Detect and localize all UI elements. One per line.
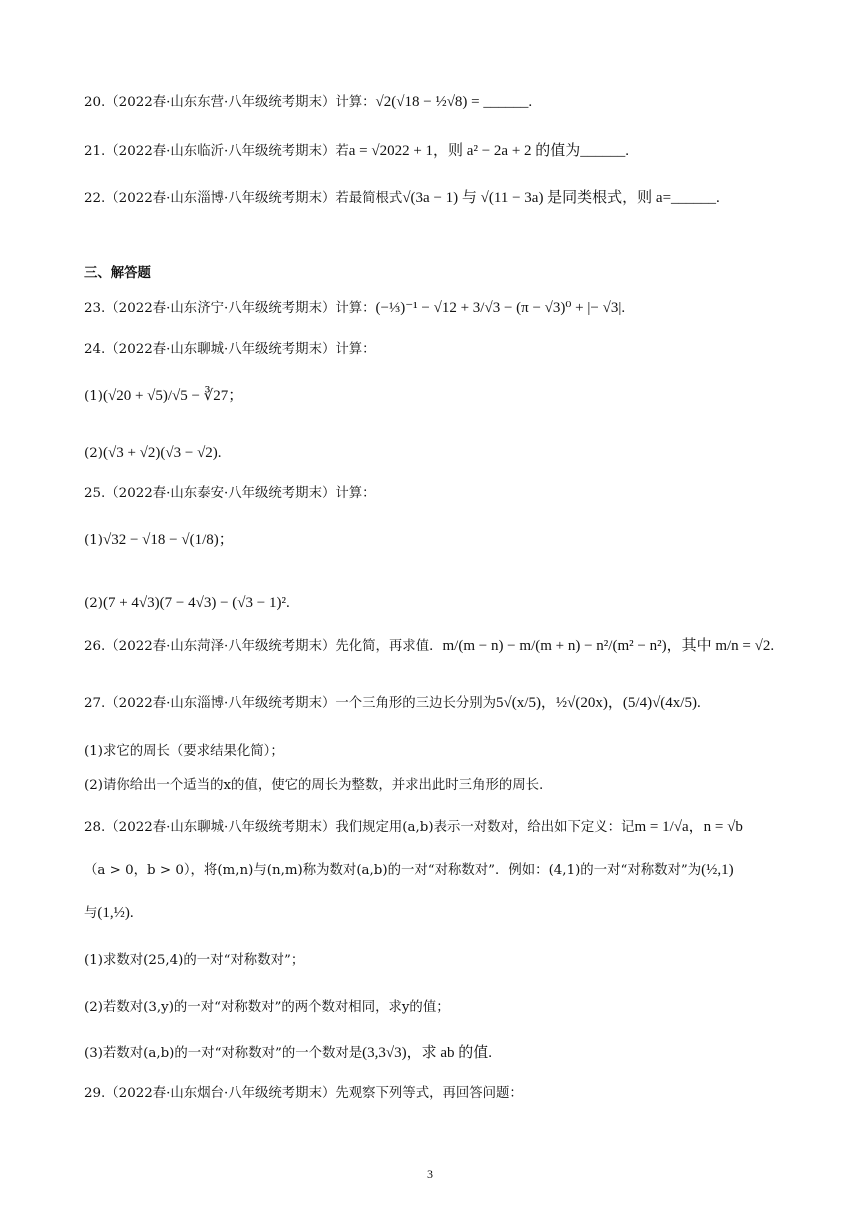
question-text: 28.（2022春·山东聊城·八年级统考期末）我们规定用(a,b)表示一对数对，给出如下定义：记 (84, 820, 635, 835)
question-27-part-1 (84, 742, 284, 762)
math-expression: (√3 + √2)(√3 − √2). (102, 445, 222, 461)
math-expression: 5√(x/5)，½√(20x)，(5/4)√(4x/5). (496, 695, 701, 711)
question-22 (84, 188, 720, 209)
question-28-part-1 (84, 951, 304, 971)
question-21 (84, 141, 629, 162)
section-heading (84, 264, 151, 284)
question-text: 23.（2022春·山东济宁·八年级统考期末）计算： (84, 301, 376, 316)
math-expression: (1,½). (97, 905, 134, 921)
question-text: 29.（2022春·山东烟台·八年级统考期末）先观察下列等式，再回答问题： (84, 1086, 523, 1101)
math-expression: m = 1/√a，n = √b (634, 819, 743, 835)
question-25-part-1 (84, 530, 234, 551)
part-text: (2)请你给出一个适当的x的值，使它的周长为整数，并求出此时三角形的周长. (84, 778, 544, 793)
math-expression: (7 + 4√3)(7 − 4√3) − (√3 − 1)². (102, 595, 290, 611)
math-expression: (√20 + √5)/√5 − ∛27； (102, 388, 244, 404)
question-25 (84, 484, 376, 504)
question-text: 与 (84, 906, 98, 921)
part-label: (2) (84, 596, 103, 611)
question-28 (84, 817, 743, 838)
question-28-part-3 (84, 1043, 492, 1064)
question-text: （a > 0，b > 0），将(m,n)与(n,m)称为数对(a,b)的一对“对称数对”．例如：(4,1)的一对“对称数对”为 (84, 863, 702, 878)
page-number: 3 (427, 1167, 433, 1181)
math-expression: m/(m − n) − m/(m + n) − n²/(m² − n²)，其中 m/n = √2. (442, 638, 775, 654)
question-28-part-2 (84, 998, 450, 1018)
question-text: 27.（2022春·山东淄博·八年级统考期末）一个三角形的三边长分别为 (84, 696, 497, 711)
math-expression: a = √2022 + 1，则 a² − 2a + 2 的值为______. (348, 143, 630, 159)
question-text: 22.（2022春·山东淄博·八年级统考期末）若最简根式 (84, 191, 403, 206)
question-text: 25.（2022春·山东泰安·八年级统考期末）计算： (84, 486, 376, 501)
math-expression: (½,1) (701, 862, 734, 878)
question-28-continued-2 (84, 903, 134, 924)
part-text: (3)若数对(a,b)的一对“对称数对”的一个数对是 (84, 1046, 363, 1061)
question-24-part-1 (84, 386, 243, 407)
question-27-part-2 (84, 776, 543, 796)
question-26 (84, 636, 774, 657)
question-24 (84, 340, 376, 360)
question-25-part-2 (84, 593, 290, 614)
question-29 (84, 1084, 523, 1104)
question-28-continued (84, 860, 734, 881)
math-expression: √2(√18 − ½√8) = ______. (375, 94, 533, 110)
question-23 (84, 298, 625, 319)
question-20 (84, 92, 532, 113)
part-label: (1) (84, 533, 103, 548)
question-text: 21.（2022春·山东临沂·八年级统考期末）若 (84, 144, 349, 159)
question-text: 24.（2022春·山东聊城·八年级统考期末）计算： (84, 342, 376, 357)
part-text: (2)若数对(3,y)的一对“对称数对”的两个数对相同，求y的值； (84, 1000, 450, 1015)
question-text: 20.（2022春·山东东营·八年级统考期末）计算： (84, 95, 376, 110)
part-text: (1)求数对(25,4)的一对“对称数对”； (84, 953, 305, 968)
question-27 (84, 693, 701, 714)
section-title: 三、解答题 (84, 266, 151, 281)
math-expression: √32 − √18 − √(1/8)； (102, 532, 234, 548)
part-label: (2) (84, 446, 103, 461)
question-24-part-2 (84, 443, 222, 464)
math-expression: (−⅓)⁻¹ − √12 + 3/√3 − (π − √3)⁰ + |− √3|. (375, 300, 626, 316)
math-expression: √(3a − 1) 与 √(11 − 3a) 是同类根式，则 a=______. (402, 190, 720, 206)
part-label: (1) (84, 389, 103, 404)
math-expression: (3,3√3)，求 ab 的值. (362, 1045, 493, 1061)
question-text: 26.（2022春·山东菏泽·八年级统考期末）先化简，再求值． (84, 639, 443, 654)
part-text: (1)求它的周长（要求结果化简）； (84, 744, 284, 759)
